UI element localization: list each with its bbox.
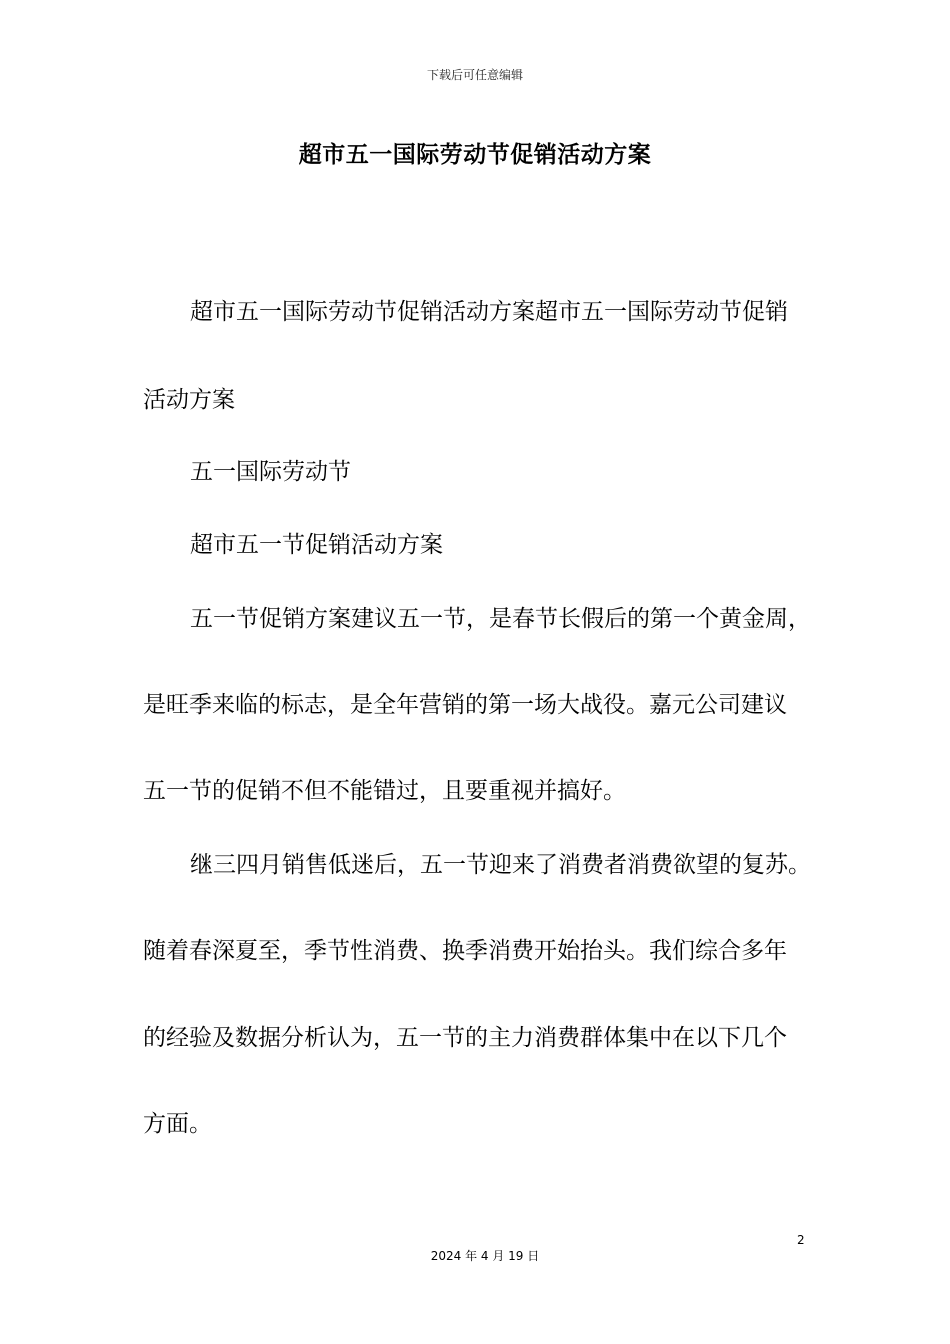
paragraph-line: 是旺季来临的标志，是全年营销的第一场大战役。嘉元公司建议 [143, 692, 787, 718]
paragraph-line: 方面。 [143, 1111, 212, 1137]
paragraph-line: 继三四月销售低迷后，五一节迎来了消费者消费欲望的复苏。 [190, 852, 811, 878]
footer-date: 2024 年 4 月 19 日 [430, 1249, 540, 1263]
paragraph-line: 超市五一节促销活动方案 [190, 532, 443, 558]
paragraph-line: 五一节促销方案建议五一节，是春节长假后的第一个黄金周， [190, 606, 811, 632]
header-note: 下载后可任意编辑 [426, 68, 523, 82]
paragraph-line: 随着春深夏至，季节性消费、换季消费开始抬头。我们综合多年 [143, 938, 787, 964]
page-number: 2 [797, 1233, 805, 1247]
paragraph-line: 五一节的促销不但不能错过，且要重视并搞好。 [143, 778, 626, 804]
paragraph-line: 的经验及数据分析认为，五一节的主力消费群体集中在以下几个 [143, 1025, 787, 1051]
paragraph-line: 超市五一国际劳动节促销活动方案超市五一国际劳动节促销 [190, 299, 788, 325]
paragraph-line: 活动方案 [143, 387, 235, 413]
paragraph-line: 五一国际劳动节 [190, 459, 351, 485]
document-title: 超市五一国际劳动节促销活动方案 [298, 142, 652, 168]
